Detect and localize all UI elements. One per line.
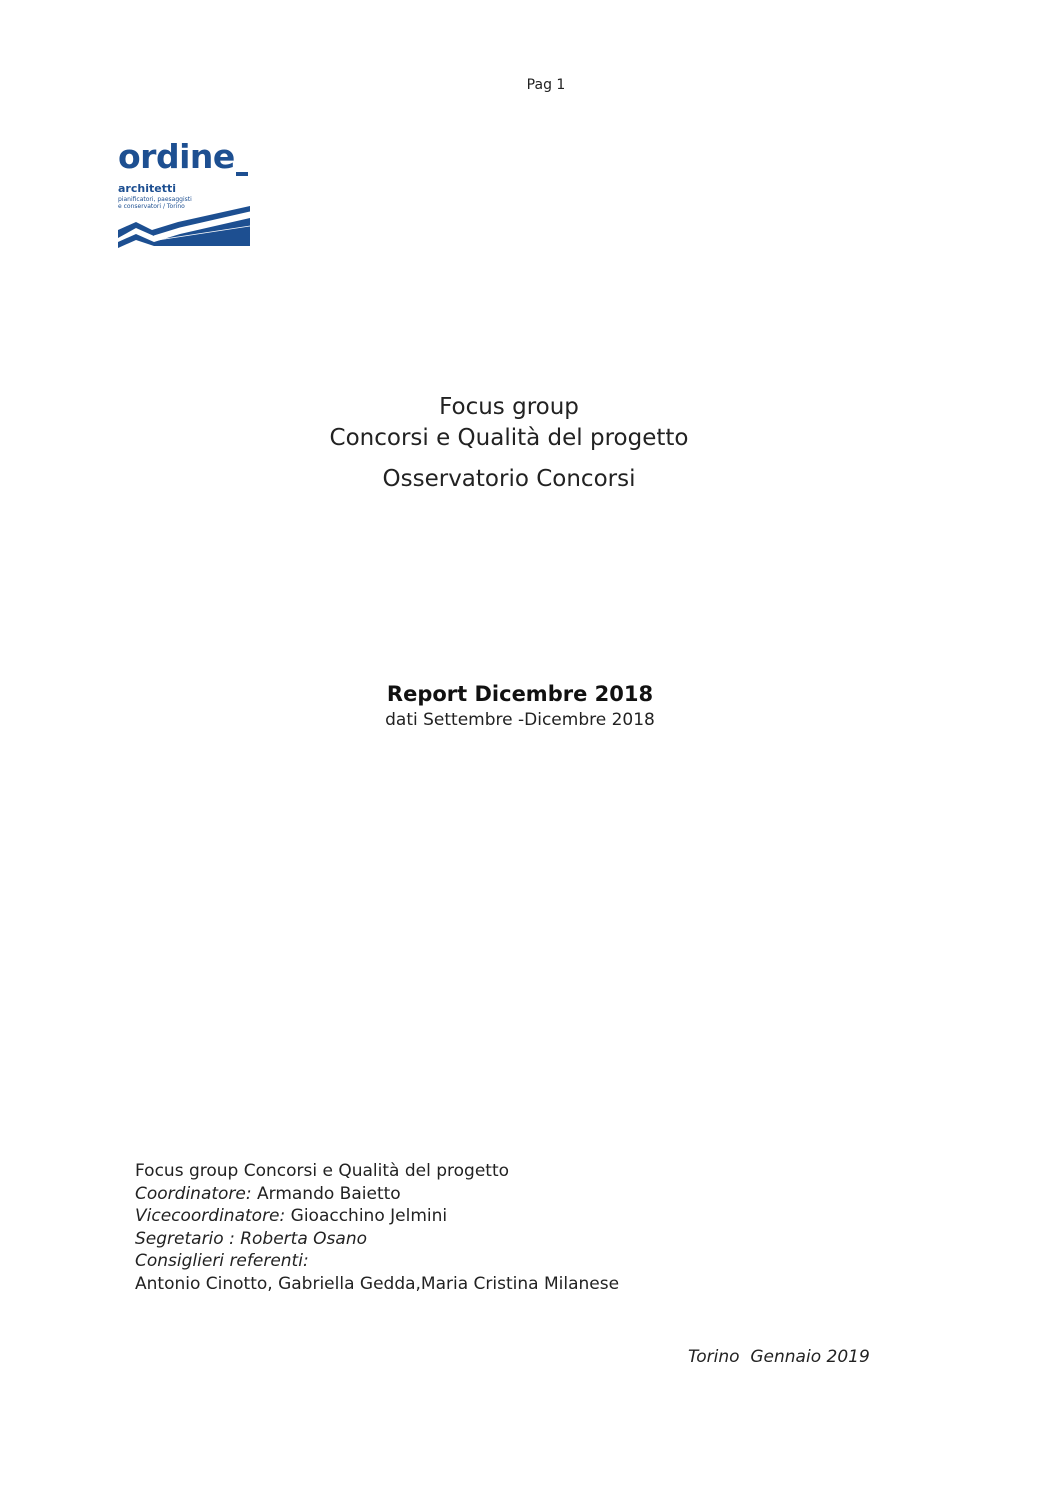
logo-word: ordine <box>118 137 235 176</box>
report-block <box>0 680 1040 732</box>
report-subtitle: dati Settembre -Dicembre 2018 <box>385 710 655 730</box>
title-block <box>0 392 1018 495</box>
logo-subtitle: architetti <box>118 182 176 195</box>
logo <box>90 112 272 274</box>
credits <box>135 1160 619 1295</box>
title-line-3: Osservatorio Concorsi <box>382 466 636 492</box>
credits-councillors-label: Consiglieri referenti: <box>135 1251 309 1271</box>
vice-name: Gioacchino Jelmini <box>285 1206 448 1226</box>
logo-small-line-1: pianificatori, paesaggisti <box>118 196 192 203</box>
report-title: Report Dicembre 2018 <box>386 682 654 706</box>
title-line-2: Concorsi e Qualità del progetto <box>329 425 689 451</box>
place-date: Torino Gennaio 2019 <box>688 1347 870 1367</box>
credits-vice <box>135 1205 619 1228</box>
logo-underscore <box>236 172 248 176</box>
coordinator-name: Armando Baietto <box>251 1183 401 1204</box>
logo-mountain-graphic <box>118 200 253 252</box>
credits-group: Focus group Concorsi e Qualità del progetto <box>135 1161 510 1181</box>
credits-coordinator <box>135 1183 619 1206</box>
credits-councillors: Antonio Cinotto, Gabriella Gedda,Maria Cristina Milanese <box>135 1273 620 1294</box>
coordinator-label: Coordinatore: <box>135 1183 252 1204</box>
credits-secretary: Segretario : Roberta Osano <box>135 1228 367 1249</box>
vice-label: Vicecoordinatore: <box>135 1206 286 1226</box>
page-number: Pag 1 <box>526 77 566 93</box>
title-line-1: Focus group <box>439 394 579 420</box>
logo-small-line-2: e conservatori / Torino <box>118 203 185 210</box>
